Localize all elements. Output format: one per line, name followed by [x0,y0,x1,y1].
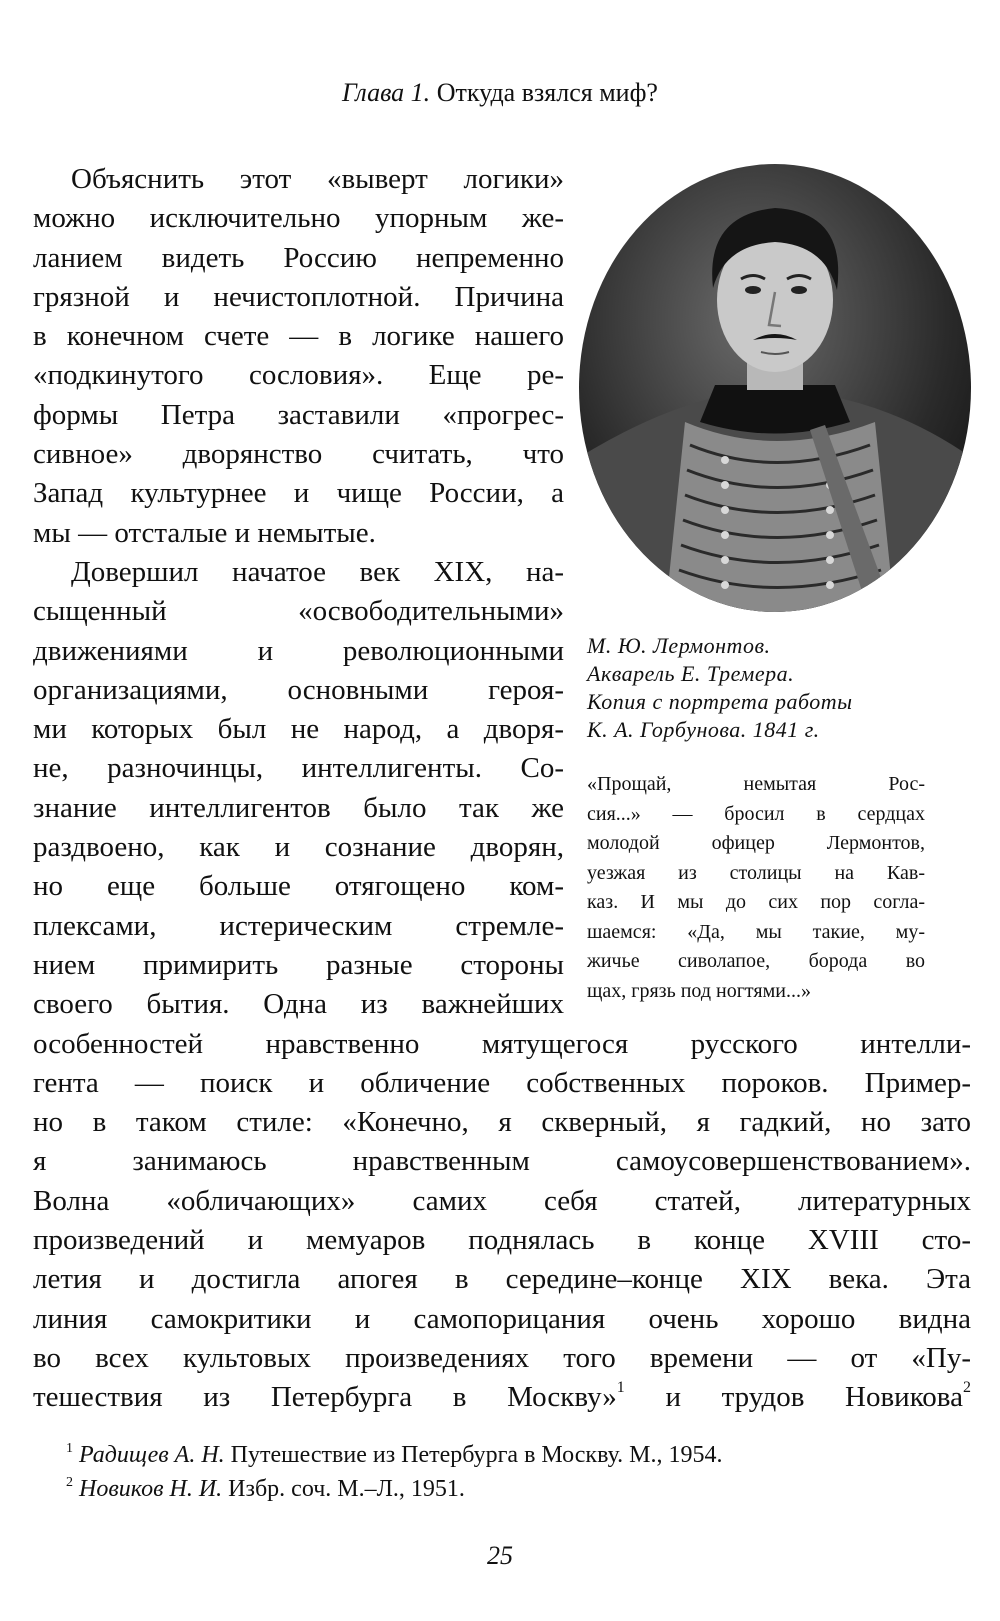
footnotes [66,1438,723,1506]
text-line: но еще больше отягощено ком- [33,870,564,903]
text-line: «подкинутого сословия». Еще ре- [33,359,564,392]
chapter-label: Глава 1. [342,78,431,107]
text-line: нием примирить разные стороны [33,948,564,981]
footnote-text: Путешествие из Петербурга в Москву. М., 1954. [224,1442,723,1468]
text-line: сыщенный «освободительными» [33,595,564,628]
text-line: ланием видеть Россию непременно [33,241,564,274]
text-line: особенностей нравственно мятущегося русского интелли- [33,1027,971,1060]
sidebar-line: жичье сиволапое, борода во [587,950,925,972]
text-line-final [33,1378,971,1417]
text-line: но в таком стиле: «Конечно, я скверный, я гадкий, но зато [33,1106,971,1139]
text-line: организациями, основными героя- [33,673,564,706]
narrow-column [33,160,971,1025]
text-line: своего бытия. Одна из важнейших [33,988,564,1021]
text-line: формы Петра заставили «прогрес- [33,398,564,431]
sidebar-line: «Прощай, немытая Рос- [587,773,925,795]
text-line: грязной и нечистоплотной. Причина [33,280,564,313]
footnote-item [66,1472,723,1506]
text-line: летия и достигла апогея в середине–конце XIX века. Эта [33,1263,971,1296]
sidebar-line: щах, грязь под ногтями...» [587,979,811,1002]
text-fragment: и трудов Новикова [624,1381,963,1414]
caption-line: Акварель Е. Тремера. [587,661,795,686]
footnote-text: Избр. соч. М.–Л., 1951. [222,1476,465,1502]
sidebar-line: уезжая из столицы на Кав- [587,861,925,884]
text-line: линия самокритики и самопорицания очень хорошо видна [33,1302,971,1335]
text-line: раздвоено, как и сознание дворян, [33,831,564,864]
text-fragment: тешествия из Петербурга в Москву» [33,1381,617,1414]
page-number: 25 [487,1541,513,1570]
wide-column [33,1025,971,1418]
text-line: знание интеллигентов было так же [33,791,564,824]
text-line: плексами, истерическим стремле- [33,909,564,942]
text-line: в конечном счете — в логике нашего [33,320,564,353]
text-line: Запад культурнее и чище России, а [33,477,564,510]
text-line: Волна «обличающих» самих себя статей, литературных [33,1184,971,1217]
text-line: гента — поиск и обличение собственных пороков. Пример- [33,1066,971,1099]
text-line: можно исключительно упорным же- [33,202,564,235]
footnote-author: Радищев А. Н. [79,1442,225,1468]
text-line: во всех культовых произведениях того времени — от «Пу- [33,1341,971,1374]
sidebar-line: молодой офицер Лермонтов, [587,832,925,854]
caption-line: М. Ю. Лермонтов. [587,633,771,658]
footnote-item [66,1438,723,1472]
text-line: ми которых был не народ, а дворя- [33,713,564,746]
footnote-mark: 2 [66,1475,73,1490]
text-line: Довершил начатое век XIX, на- [71,555,564,588]
caption-line: К. А. Горбунова. 1841 г. [587,717,820,742]
text-line: произведений и мемуаров поднялась в конце XVIII сто- [33,1224,971,1257]
chapter-title: Откуда взялся миф? [436,78,658,107]
text-line: движениями и революционными [33,634,564,667]
footnote-ref[interactable]: 1 [616,1379,625,1397]
text-line: Объяснить этот «выверт логики» [71,163,564,195]
sidebar-line: сия...» — бросил в сердцах [587,802,925,825]
footnote-mark: 1 [66,1441,73,1456]
caption-line: Копия с портрета работы [587,689,853,714]
text-line: я занимаюсь нравственным самоусовершенствованием». [33,1145,971,1178]
text-line: сивное» дворянство считать, что [33,438,564,471]
text-line: не, разночинцы, интеллигенты. Со- [33,752,564,785]
running-header [0,76,1000,110]
sidebar-line: шаемся: «Да, мы такие, му- [587,920,925,943]
footnote-ref[interactable]: 2 [963,1379,971,1397]
footnote-author: Новиков Н. И. [79,1476,223,1502]
text-line: мы — отсталые и немытые. [33,516,376,549]
body-text [33,160,971,1418]
sidebar-line: каз. И мы до сих пор согла- [587,891,925,913]
